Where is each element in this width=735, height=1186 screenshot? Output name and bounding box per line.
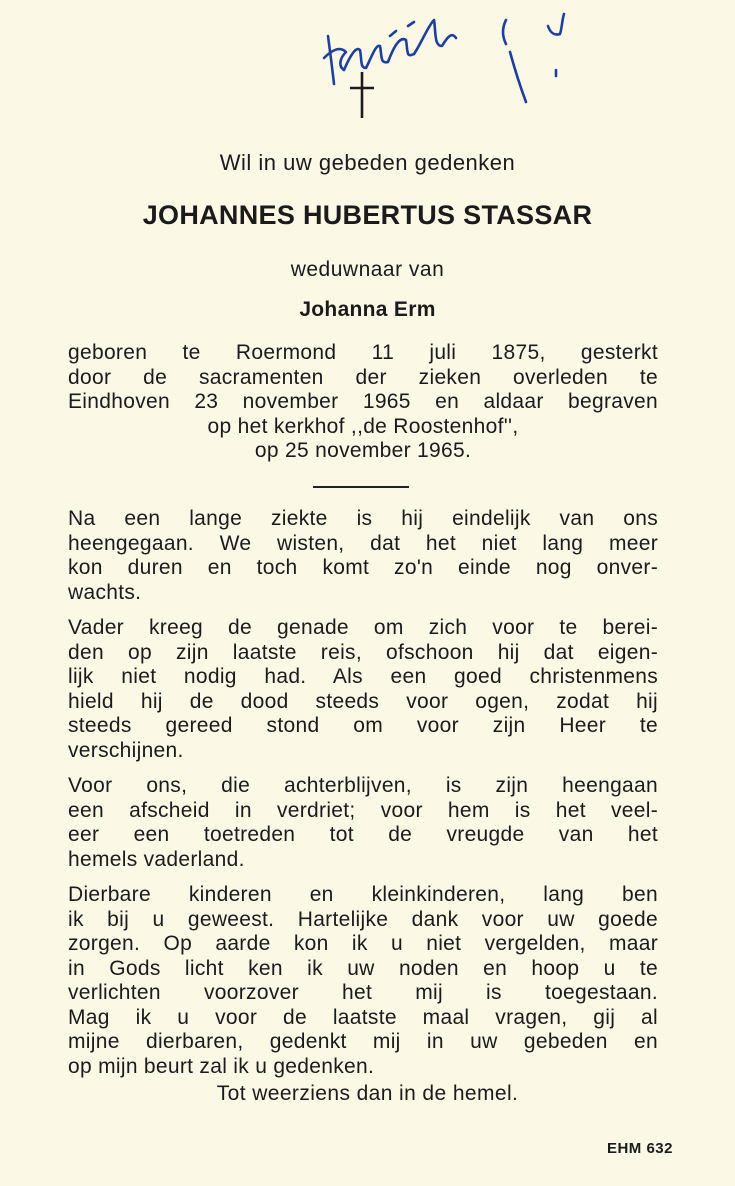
text-line: lijk niet nodig had. Als een goed christenmens <box>68 665 658 688</box>
bio-line: op 25 november 1965. <box>254 439 472 462</box>
print-code: EHM 632 <box>606 1140 673 1157</box>
text-line: kon duren en toch komt zo'n einde nog onver- <box>68 556 658 579</box>
memorial-text <box>68 507 658 1090</box>
paragraph <box>68 507 658 605</box>
text-line: hemels vaderland. <box>68 847 245 871</box>
text-line: hield hij de dood steeds voor ogen, zodat hij <box>68 689 658 713</box>
cross-icon <box>350 72 374 118</box>
bio-line: geboren te Roermond 11 juli 1875, gesterkt <box>68 341 658 364</box>
text-line: steeds gereed stond om voor zijn Heer te <box>68 714 658 737</box>
text-line: in Gods licht ken ik uw noden en hoop u te <box>68 956 658 980</box>
text-line: op mijn beurt zal ik u gedenken. <box>68 1054 375 1078</box>
paragraph <box>68 883 658 1079</box>
paragraph <box>68 616 658 763</box>
text-line: den op zijn laatste reis, ofschoon hij dat eigen- <box>68 640 658 664</box>
handwritten-signature <box>310 6 590 124</box>
text-line: Mag ik u voor de laatste maal vragen, gij al <box>68 1005 658 1029</box>
spouse-name: Johanna Erm <box>299 298 436 321</box>
text-line: mijne dierbaren, gedenkt mij in uw gebeden en <box>68 1030 658 1053</box>
intro-text: Wil in uw gebeden gedenken <box>219 150 516 175</box>
text-line: Voor ons, die achterblijven, is zijn heengaan <box>68 774 658 797</box>
paragraph <box>68 774 658 872</box>
text-line: Vader kreeg de genade om zich voor te berei- <box>68 616 658 639</box>
divider <box>313 486 409 488</box>
relation-text: weduwnaar van <box>290 258 445 281</box>
text-line: ik bij u geweest. Hartelijke dank voor uw goede <box>68 907 658 931</box>
text-line: verlichten voorzover het mij is toegestaan. <box>68 981 658 1004</box>
text-line: wachts. <box>68 580 142 604</box>
bio-line: door de sacramenten der zieken overleden te <box>68 365 658 389</box>
deceased-name: JOHANNES HUBERTUS STASSAR <box>142 200 593 230</box>
text-line: Dierbare kinderen en kleinkinderen, lang ben <box>68 883 658 906</box>
text-line: eer een toetreden tot de vreugde van het <box>68 823 658 846</box>
bio-line: op het kerkhof ,,de Roostenhof'', <box>207 414 519 438</box>
biography <box>68 341 658 464</box>
bio-line: Eindhoven 23 november 1965 en aldaar begraven <box>68 390 658 413</box>
text-line: zorgen. Op aarde kon ik u niet vergelden, maar <box>68 932 658 955</box>
text-line: een afscheid in verdriet; voor hem is het veel- <box>68 798 658 822</box>
closing-line: Tot weerziens dan in de hemel. <box>216 1082 519 1105</box>
text-line: heengegaan. We wisten, dat het niet lang meer <box>68 531 658 555</box>
text-line: Na een lange ziekte is hij eindelijk van ons <box>68 507 658 530</box>
text-line: verschijnen. <box>68 738 184 762</box>
